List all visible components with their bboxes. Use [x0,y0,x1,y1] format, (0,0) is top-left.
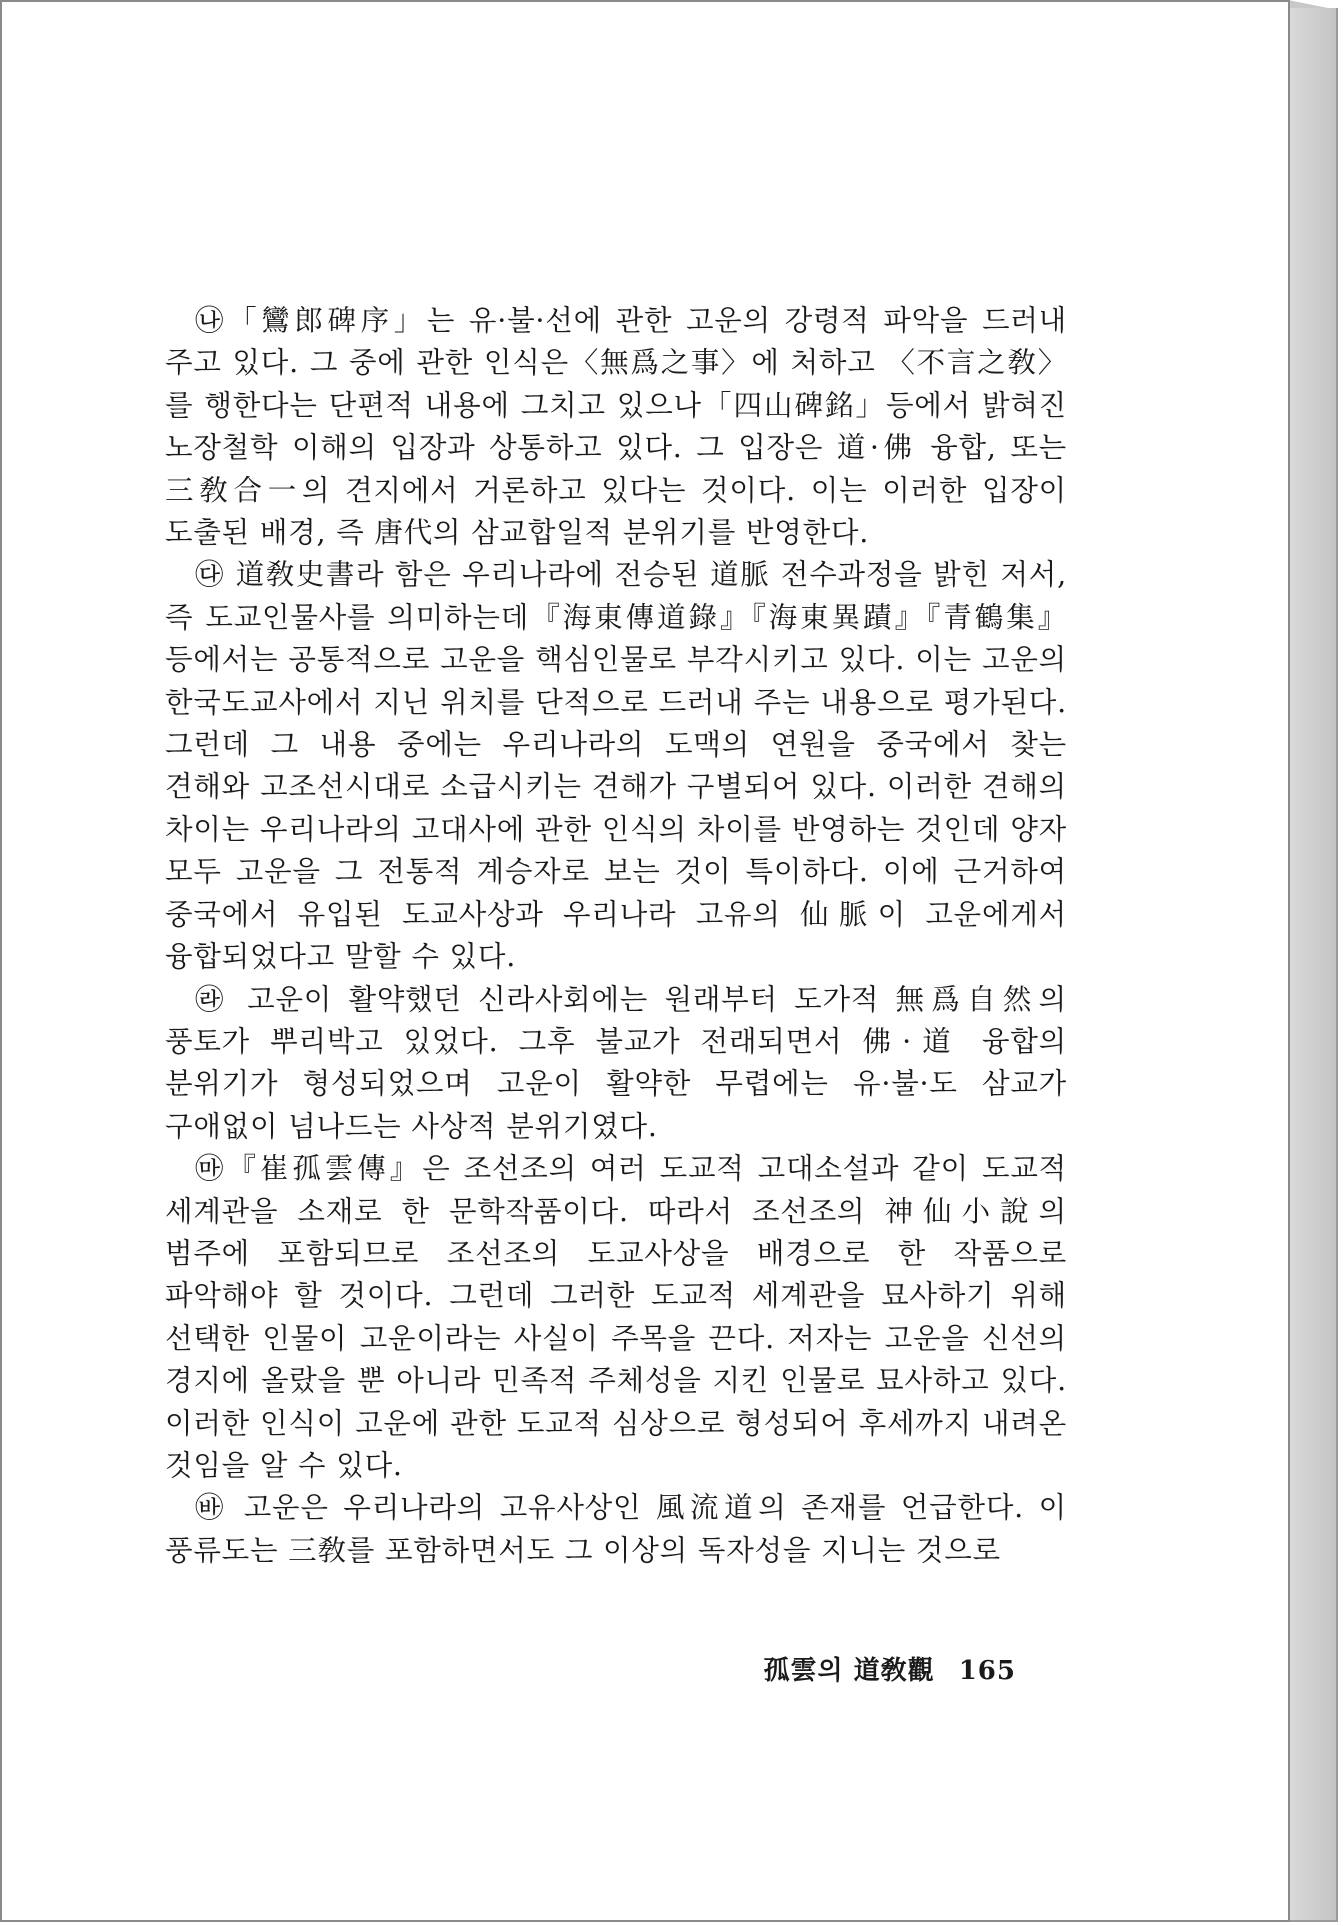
page-stack-edge [1290,8,1338,1922]
body-text [165,300,1067,1572]
paragraph-1: ㉯「鸞郎碑序」는 유·불·선에 관한 고운의 강령적 파악을 드러내 주고 있다. 그 중에 관한 인식은〈無爲之事〉에 처하고 〈不言之敎〉를 행한다는 단편적 내용에 그치고 있으나「四山碑銘」등에서 밝혀진 노장철학 이해의 입장과 상통하고 있다. 그 입장은 道·佛 융합, 또는 三敎合一의 견지에서 거론하고 있다는 것이다. 이는 이러한 입장이 도출된 배경, 즉 唐代의 삼교합일적 분위기를 반영한다. [165,304,1067,550]
running-title: 孤雲의 道敎觀 [763,1656,935,1686]
page-number: 165 [958,1656,1016,1686]
paragraph-4: ㉲『崔孤雲傳』은 조선조의 여러 도교적 고대소설과 같이 도교적 세계관을 소재로 한 문학작품이다. 따라서 조선조의 神仙小說의 범주에 포함되므로 조선조의 도교사상을 배경으로 한 작품으로 파악해야 할 것이다. 그런데 그러한 도교적 세계관을 묘사하기 위해 선택한 인물이 고운이라는 사실이 주목을 끈다. 저자는 고운을 신선의 경지에 올랐을 뿐 아니라 민족적 주체성을 지킨 인물로 묘사하고 있다. 이러한 인식이 고운에 관한 도교적 심상으로 형성되어 후세까지 내려온 것임을 알 수 있다. [165,1152,1067,1482]
paragraph-5: ㉳ 고운은 우리나라의 고유사상인 風流道의 존재를 언급한다. 이 풍류도는 三敎를 포함하면서도 그 이상의 독자성을 지니는 것으로 [165,1491,1067,1567]
paragraph-2: ㉰ 道敎史書라 함은 우리나라에 전승된 道脈 전수과정을 밝힌 저서, 즉 도교인물사를 의미하는데『海東傳道錄』『海東異蹟』『青鶴集』등에서는 공통적으로 고운을 핵심인물로 부각시키고 있다. 이는 고운의 한국도교사에서 지닌 위치를 단적으로 드러내 주는 내용으로 평가된다. 그런데 그 내용 중에는 우리나라의 도맥의 연원을 중국에서 찾는 견해와 고조선시대로 소급시키는 견해가 구별되어 있다. 이러한 견해의 차이는 우리나라의 고대사에 관한 인식의 차이를 반영하는 것인데 양자 모두 고운을 그 전통적 계승자로 보는 것이 특이하다. 이에 근거하여 중국에서 유입된 도교사상과 우리나라 고유의 仙脈이 고운에게서 융합되었다고 말할 수 있다. [165,558,1067,974]
page-footer [763,1650,1016,1687]
paragraph-3: ㉱ 고운이 활약했던 신라사회에는 원래부터 도가적 無爲自然의 풍토가 뿌리박고 있었다. 그후 불교가 전래되면서 佛·道 융합의 분위기가 형성되었으며 고운이 활약한 무렵에는 유·불·도 삼교가 구애없이 넘나드는 사상적 분위기였다. [165,982,1067,1143]
